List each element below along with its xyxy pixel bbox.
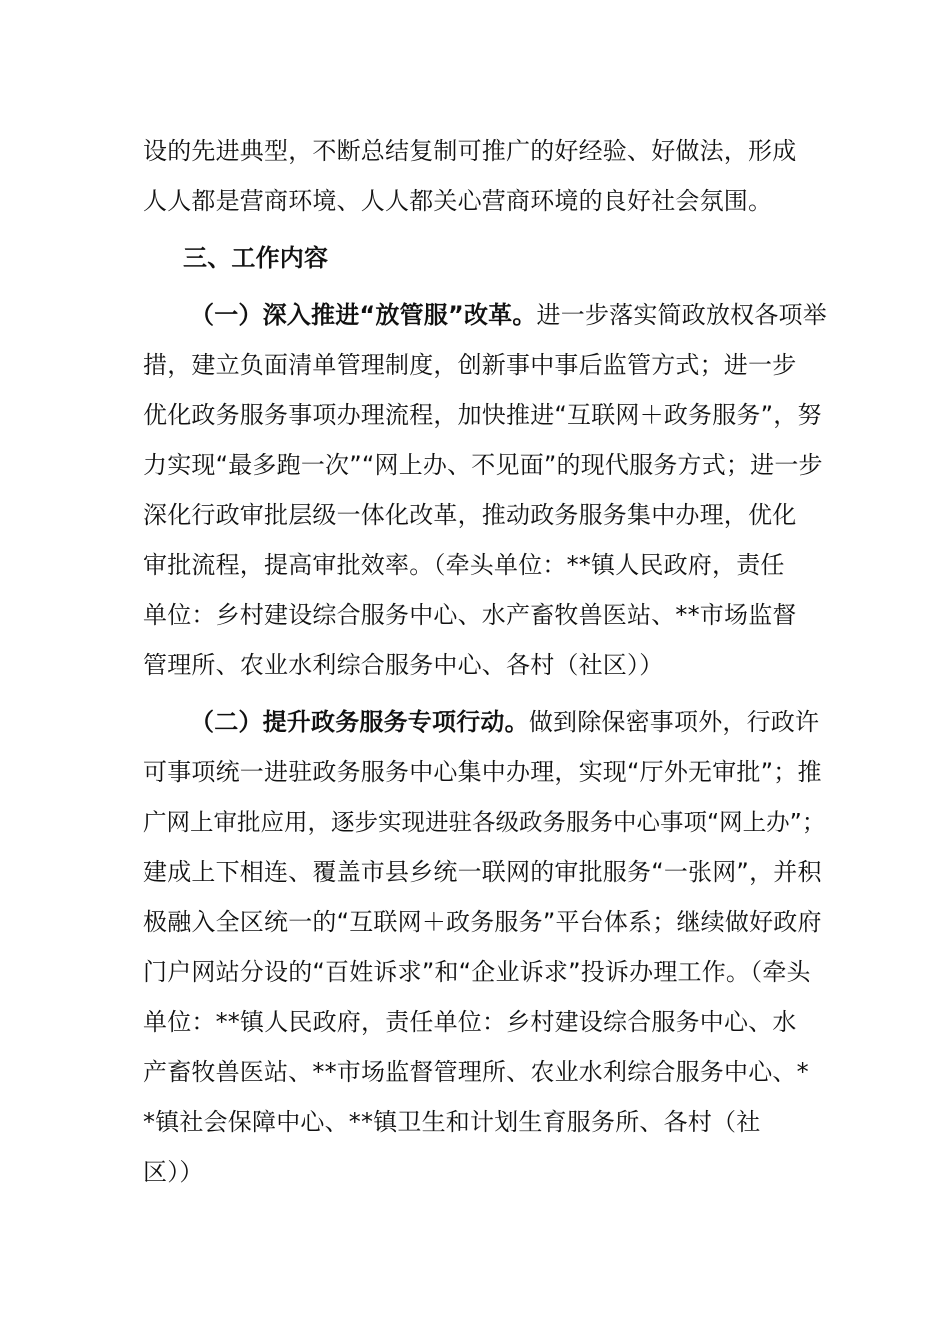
paragraph-line: *镇社会保障中心、**镇卫生和计划生育服务所、各村（社: [143, 1108, 761, 1136]
paragraph-line: 广网上审批应用，逐步实现进驻各级政务服务中心事项“网上办”；: [143, 808, 826, 836]
item-2-first-text: 做到除保密事项外，行政许: [528, 708, 820, 736]
paragraph-line: 管理所、农业水利综合服务中心、各村（社区））: [143, 651, 664, 679]
paragraph-line: 力实现“最多跑一次”“网上办、不见面”的现代服务方式；进一步: [143, 451, 823, 479]
paragraph-line: 设的先进典型，不断总结复制可推广的好经验、好做法，形成: [143, 137, 797, 165]
paragraph-line: 门户网站分设的“百姓诉求”和“企业诉求”投诉办理工作。（牵头: [143, 958, 811, 986]
paragraph-line: 优化政务服务事项办理流程，加快推进“互联网＋政务服务”，努: [143, 401, 822, 429]
paragraph-line: 措，建立负面清单管理制度，创新事中事后监管方式；进一步: [143, 351, 797, 379]
section-heading: 三、工作内容: [183, 244, 329, 272]
item-1-title: （一）深入推进“放管服”改革。: [190, 301, 537, 329]
paragraph-line: 深化行政审批层级一体化改革，推动政务服务集中办理，优化: [143, 501, 797, 529]
item-2-first-line: [190, 707, 819, 737]
paragraph-line: 建成上下相连、覆盖市县乡统一联网的审批服务“一张网”，并积: [143, 858, 822, 886]
paragraph-line: 人人都是营商环境、人人都关心营商环境的良好社会氛围。: [143, 187, 773, 215]
paragraph-line: 单位：乡村建设综合服务中心、水产畜牧兽医站、**市场监督: [143, 601, 797, 629]
paragraph-line: 产畜牧兽医站、**市场监督管理所、农业水利综合服务中心、*: [143, 1058, 809, 1086]
item-1-first-text: 进一步落实简政放权各项举: [536, 301, 827, 329]
item-2-title: （二）提升政务服务专项行动。: [190, 708, 529, 736]
paragraph-line: 极融入全区统一的“互联网＋政务服务”平台体系；继续做好政府: [143, 908, 822, 936]
item-1-first-line: [190, 300, 827, 330]
paragraph-line: 区））: [143, 1158, 204, 1186]
paragraph-line: 可事项统一进驻政务服务中心集中办理，实现“厅外无审批”；推: [143, 758, 822, 786]
paragraph-line: 单位：**镇人民政府，责任单位：乡村建设综合服务中心、水: [143, 1008, 797, 1036]
paragraph-line: 审批流程，提高审批效率。（牵头单位：**镇人民政府，责任: [143, 551, 785, 579]
